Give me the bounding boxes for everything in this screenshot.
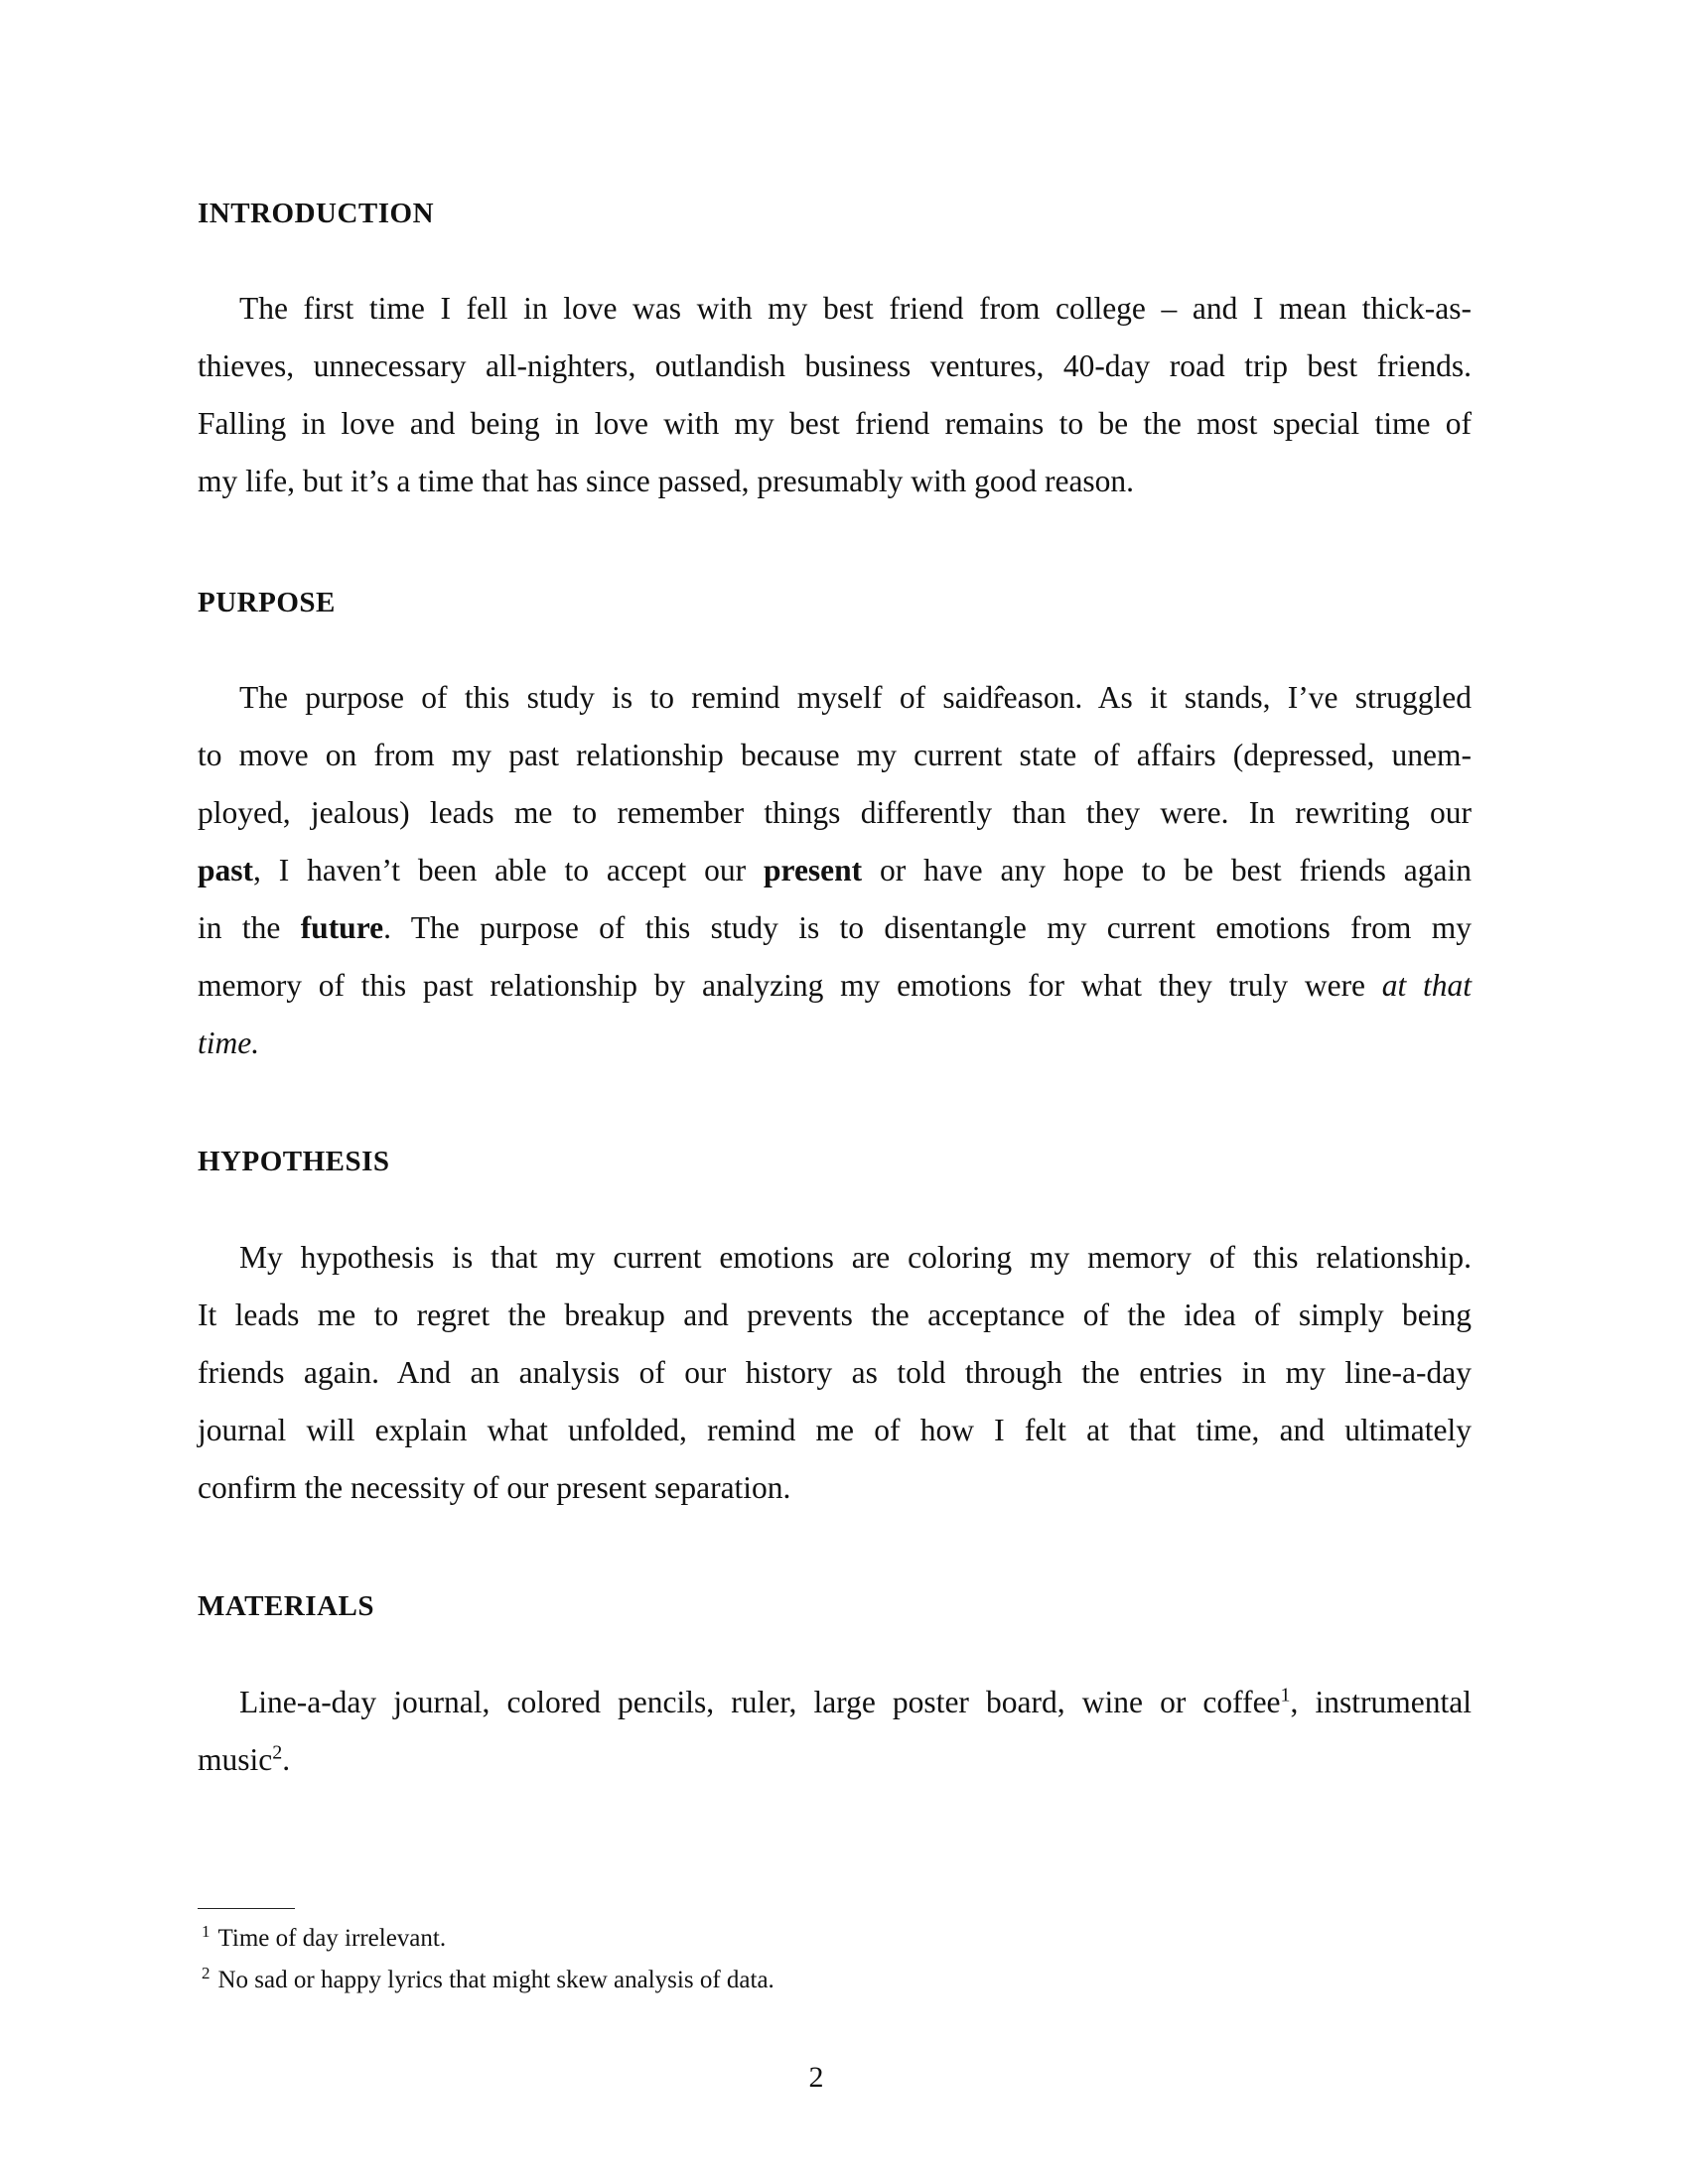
text-run: friends again. And an analysis of our history as told through the entries in my line-a-day [198,1355,1472,1390]
text-run: in the [198,910,301,945]
text-run: to move on from my past relationship because my current state of affairs (depressed, unem- [198,738,1472,772]
text-run: at that [1381,968,1472,1003]
text-run: Falling in love and being in love with my best friend remains to be the most special time of [198,406,1472,441]
text-run: My hypothesis is that my current emotions are coloring my memory of this relationship. [239,1240,1472,1275]
text-line [198,1731,1472,1789]
text-run: , instrumental [1290,1685,1472,1719]
text-line [198,727,1472,784]
footnote-text: No sad or happy lyrics that might skew analysis of data. [217,1967,774,1993]
text-line [198,1402,1472,1459]
text-run: present [764,853,863,887]
footnote-1 [202,1921,447,1954]
text-line [198,395,1472,453]
text-line [198,338,1472,395]
text-line [198,1015,1472,1072]
text-run: thieves, unnecessary all-nighters, outlandish business ventures, 40-day road trip best friends. [198,348,1472,383]
text-run: The first time I fell in love was with my best friend from college – and I mean thick-as- [239,291,1472,326]
text-line [198,669,1472,727]
text-run: The purpose of this study is to remind myself of saidr̂eason. As it stands, I’ve struggled [239,680,1472,715]
section-paragraph [198,280,1472,510]
text-line [198,1229,1472,1287]
footnote-rule [198,1908,295,1909]
text-run: journal will explain what unfolded, remind me of how I felt at that time, and ultimately [198,1413,1472,1447]
section-paragraph [198,1229,1472,1517]
text-run: It leads me to regret the breakup and prevents the acceptance of the idea of simply being [198,1297,1472,1332]
text-run: my life, but it’s a time that has since passed, presumably with good reason. [198,464,1135,498]
page-number: 2 [808,2061,824,2094]
text-run: music [198,1742,273,1777]
text-run: future [300,910,384,945]
text-line [198,957,1472,1015]
section-heading-hypothesis: HYPOTHESIS [198,1146,390,1177]
footnote-ref: 1 [1280,1684,1291,1706]
text-line [198,784,1472,842]
footnote-text: Time of day irrelevant. [217,1925,447,1952]
text-run: . [282,1742,291,1777]
section-heading-introduction: INTRODUCTION [198,198,435,229]
text-run: ployed, jealous) leads me to remember things differently than they were. In rewriting our [198,795,1472,830]
text-run: confirm the necessity of our present separation. [198,1470,791,1505]
section-paragraph [198,669,1472,1072]
text-run: . The purpose of this study is to disentangle my current emotions from my [383,910,1472,945]
text-line [198,842,1472,899]
section-heading-purpose: PURPOSE [198,587,336,618]
text-line [198,1287,1472,1344]
text-run: , I haven’t been able to accept our [253,853,765,887]
text-line [198,453,1472,510]
footnote-mark: 1 [202,1921,211,1941]
footnote-2 [202,1963,774,1995]
text-line [198,1674,1472,1731]
text-run: or have any hope to be best friends again [862,853,1472,887]
text-line [198,1344,1472,1402]
text-line [198,899,1472,957]
text-run: past [198,853,254,887]
section-heading-materials: MATERIALS [198,1590,374,1622]
text-line [198,1459,1472,1517]
footnote-mark: 2 [202,1963,211,1982]
section-paragraph [198,1674,1472,1789]
text-run: memory of this past relationship by analyzing my emotions for what they truly were [198,968,1382,1003]
text-run: time. [198,1025,260,1060]
footnote-ref: 2 [272,1741,283,1764]
text-line [198,280,1472,338]
text-run: Line-a-day journal, colored pencils, ruler, large poster board, wine or coffee [239,1685,1281,1719]
